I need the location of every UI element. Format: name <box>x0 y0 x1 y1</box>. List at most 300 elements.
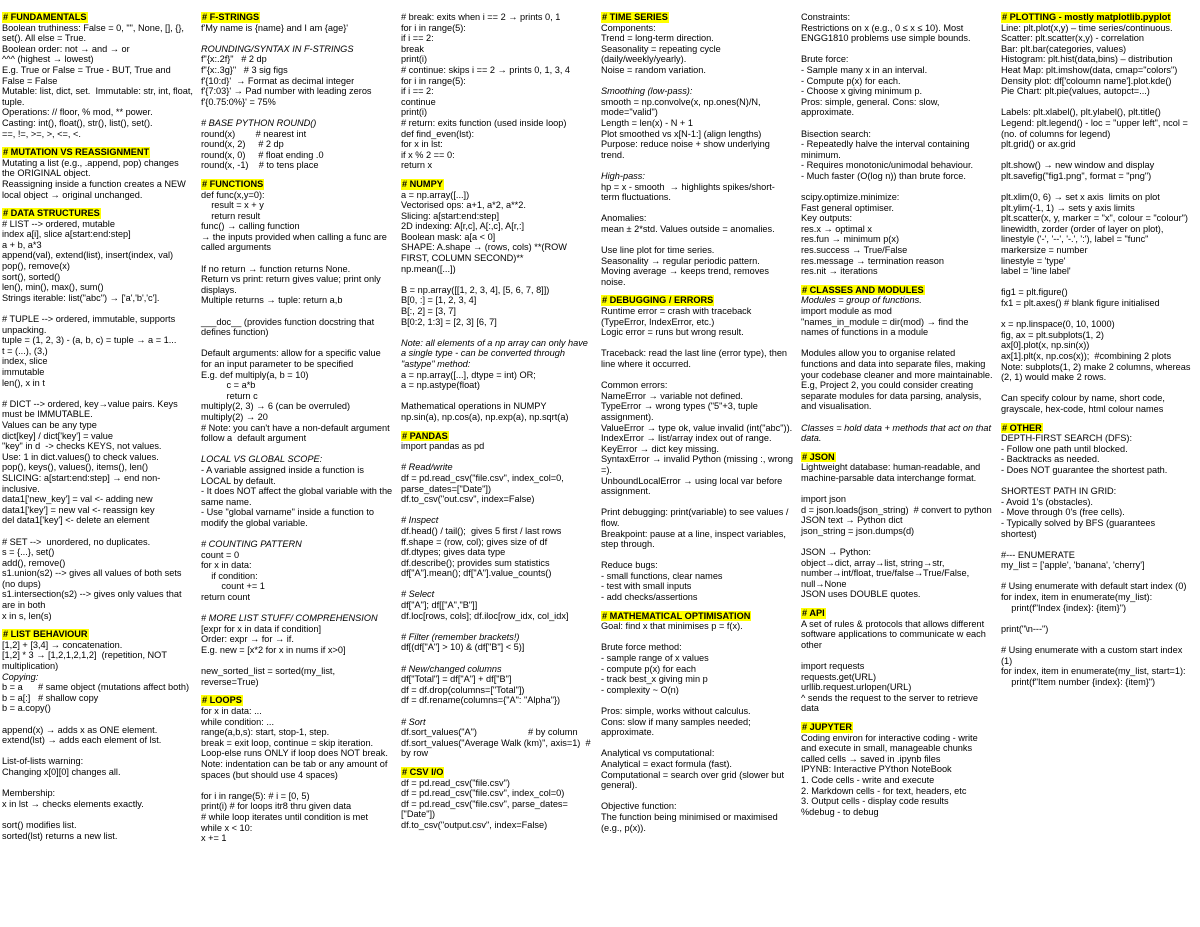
text-line: requests.get(URL) <box>801 671 877 682</box>
text-line: "key" in d -> checks KEYS, not values. <box>2 441 162 452</box>
section-title: # OTHER <box>1002 422 1042 433</box>
spacer <box>1001 150 1193 161</box>
section <box>801 608 993 714</box>
section <box>2 208 194 621</box>
text-line: Cons: slow if many samples needed; approximate. <box>601 716 754 738</box>
text-line: a = np.array([...], dtype = int) OR; <box>401 369 536 380</box>
text-line: pop(), keys(), values(), items(), len() <box>2 462 149 473</box>
text-line: B[:, 2] = [3, 7] <box>401 306 456 317</box>
text-line: f"{x:.2f}" # 2 dp <box>201 54 267 65</box>
text-line: - Repeatedly halve the interval containing minimum. <box>801 139 973 160</box>
text-line: Changing x[0][0] changes all. <box>2 766 121 777</box>
spacer <box>1001 476 1193 487</box>
spacer <box>201 107 393 118</box>
text-line: multiply(2) → 20 <box>201 411 268 422</box>
text-line: - Avoid 1's (obstacles). <box>1001 496 1093 507</box>
text-line: Restrictions on x (e.g., 0 ≤ x ≤ 10). Most ENGG1810 problems use simple bounds. <box>801 22 971 44</box>
text-line: if i == 2: <box>401 33 434 44</box>
text-line: Moving average → keeps trend, removes noise. <box>601 266 772 287</box>
text-line: SHAPE: A.shape → (rows, cols) **(ROW FIRST, COLUMN SECOND)** <box>401 242 570 264</box>
text-line: Breakpoint: pause at a line, inspect variables, step through. <box>601 528 789 550</box>
section <box>601 12 793 287</box>
text-line: plt.xlim(0, 6) → set x axis limits on plot <box>1001 192 1160 203</box>
section-title: # PANDAS <box>402 430 448 441</box>
text-line: Classes = hold data + methods that act on that data. <box>801 422 994 444</box>
text-line: Seasonality = repeating cycle (daily/weekly/yearly). <box>601 43 724 65</box>
text-line: Reduce bugs: <box>601 560 658 571</box>
section-title: # CLASSES AND MODULES <box>802 284 924 295</box>
text-line: for x in data: <box>201 560 252 571</box>
text-line: Seasonality → regular periodic pattern. <box>601 255 760 266</box>
text-line: markersize = number <box>1001 245 1088 256</box>
text-line: Key outputs: <box>801 213 853 224</box>
text-line: return c <box>201 390 258 401</box>
text-line: - test with small inputs <box>601 581 692 592</box>
text-line: # Select <box>401 589 435 600</box>
text-line: x in s, len(s) <box>2 610 52 621</box>
text-line: label = 'line label' <box>1001 266 1071 277</box>
text-line: KeyError → dict key missing. <box>601 443 719 454</box>
text-line: fx1 = plt.axes() # blank figure initialised <box>1001 298 1160 309</box>
text-line: Brute force method: <box>601 642 682 653</box>
text-line: Smoothing (low-pass): <box>601 86 693 97</box>
text-line: - Requires monotonic/unimodal behaviour. <box>801 160 974 171</box>
text-line: Density plot: df['coloumn name'].plot.kde() <box>1001 75 1172 86</box>
text-line: print(f"Index {index}: {item}") <box>1001 602 1127 613</box>
section <box>1001 423 1193 688</box>
text-line: import json <box>801 494 846 505</box>
text-line: df[(df["A"] > 10) & (df["B"] < 5)] <box>401 642 525 653</box>
text-line: E.g. new = [x*2 for x in nums if x>0] <box>201 645 346 656</box>
text-line: ROUNDING/SYNTAX IN F-STRINGS <box>201 43 354 54</box>
text-line: df.dtypes; gives data type <box>401 547 506 558</box>
text-line: E.g. True or False = True - BUT, True and False = False <box>2 64 174 86</box>
text-line: "names_in_module = dir(mod) → find the names of functions in a module <box>801 316 972 338</box>
spacer <box>201 444 393 455</box>
text-line: new_sorted_list = sorted(my_list, reverse=True) <box>201 666 338 687</box>
text-line: Labels: plt.xlabel(), plt.ylabel(), plt.title() <box>1001 107 1161 118</box>
spacer <box>2 809 194 820</box>
text-line: len(), x in t <box>2 377 45 388</box>
text-line: Line: plt.plot(x,y) – time series/continuous. <box>1001 22 1173 33</box>
spacer <box>801 484 993 495</box>
text-line: ff.shape = (row, col); gives size of df <box>401 536 548 547</box>
text-line: Values can be any type <box>2 419 97 430</box>
text-line: count = 0 <box>201 549 240 560</box>
section-title: # API <box>802 608 825 619</box>
spacer <box>2 778 194 789</box>
text-line: Order: expr → for → if. <box>201 634 294 645</box>
text-line: break = exit loop, continue = skip iteration. <box>201 737 374 748</box>
section-title: # TIME SERIES <box>602 12 668 22</box>
text-line: B[0:2, 1:3] = [2, 3] [6, 7] <box>401 316 497 327</box>
text-line: res.message → termination reason <box>801 255 944 266</box>
text-line: object→dict, array→list, string→str, number→int/float, true/false→True/False, null→None <box>801 557 972 589</box>
text-line: Length = len(x) - N + 1 <box>601 117 693 128</box>
text-line: # LIST --> ordered, mutable <box>2 218 115 229</box>
text-line: - complexity ~ O(n) <box>601 684 679 695</box>
text-line: while x < 10: <box>201 822 253 833</box>
spacer <box>1001 571 1193 582</box>
text-line: plt.grid() or ax.grid <box>1001 139 1076 150</box>
text-line: # Using enumerate with a custom start index (1) <box>1001 645 1185 666</box>
section <box>2 12 194 139</box>
text-line: a + b, a*3 <box>2 239 42 250</box>
spacer <box>801 44 993 55</box>
column-1 <box>2 12 194 849</box>
text-line: index, slice <box>2 356 48 367</box>
text-line: Coding environ for interactive coding - write and execute in small, manageable chunks called cells → saved in .ipynb files <box>801 732 981 764</box>
text-line: # Read/write <box>401 462 453 473</box>
spacer <box>601 791 793 802</box>
text-line: DEPTH-FIRST SEARCH (DFS): <box>1001 433 1133 444</box>
text-line: pop(), remove(x) <box>2 261 70 272</box>
section <box>801 722 993 817</box>
text-line: my_list = ['apple', 'banana', 'cherry'] <box>1001 560 1145 571</box>
text-line: LOCAL VS GLOBAL SCOPE: <box>201 454 323 465</box>
text-line: - Much faster (O(log n)) than brute force. <box>801 170 966 181</box>
text-line: data1['key'] = new val <- reassign key <box>2 504 155 515</box>
text-line: linestyle = 'type' <box>1001 255 1066 266</box>
text-line: Note: subplots(1, 2) make 2 columns, whereas (2, 1) would make 2 rows. <box>1001 361 1194 383</box>
text-line: def find_even(lst): <box>401 128 475 139</box>
text-line: c = a*b <box>201 380 256 391</box>
text-line: multiply(2, 3) → 6 (can be overruled) <box>201 401 351 412</box>
text-line: ^ sends the request to the server to retrieve data <box>801 692 981 714</box>
text-line: Legend: plt.legend() - loc = "upper left", ncol = (no. of columns for legend) <box>1001 117 1191 139</box>
text-line: List-of-lists warning: <box>2 756 84 767</box>
text-line: return count <box>201 592 251 603</box>
text-line: df.describe(); provides sum statistics <box>401 557 550 568</box>
text-line: for i in range(5): # i = [0, 5) <box>201 790 310 801</box>
spacer <box>401 505 593 516</box>
text-line: b = a.copy() <box>2 703 51 714</box>
spacer <box>401 579 593 590</box>
section-title: # F-STRINGS <box>202 12 260 22</box>
section-title: # JUPYTER <box>802 722 853 732</box>
text-line: Noise = random variation. <box>601 64 706 75</box>
text-line: res.nit → iterations <box>801 266 878 277</box>
spacer <box>601 370 793 381</box>
text-line: %debug - to debug <box>801 806 879 817</box>
text-line: Analytical vs computational: <box>601 748 715 759</box>
column-4 <box>601 12 796 841</box>
text-line: - Does NOT guarantee the shortest path. <box>1001 464 1168 475</box>
text-line: Computational = search over grid (slower but general). <box>601 769 787 791</box>
text-line: - Follow one path until blocked. <box>1001 443 1128 454</box>
text-line: sort() modifies list. <box>2 819 77 830</box>
text-line: df.loc[rows, cols]; df.iloc[row_idx, col_idx] <box>401 610 569 621</box>
text-line: - track best_x giving min p <box>601 674 708 685</box>
text-line: import module as mod <box>801 306 892 317</box>
text-line: Bisection search: <box>801 128 871 139</box>
text-line: Use line plot for time series. <box>601 245 715 256</box>
text-line: count += 1 <box>201 581 265 592</box>
spacer <box>601 234 793 245</box>
text-line: res.x → optimal x <box>801 223 872 234</box>
text-line: Note: indentation can be tab or any amount of spaces (but should use 4 spaces) <box>201 758 390 780</box>
text-line: round(x, 2) # 2 dp <box>201 139 284 150</box>
text-line: fig1 = plt.figure() <box>1001 287 1068 298</box>
text-line: # SET --> unordered, no duplicates. <box>2 536 151 547</box>
text-line: result = x + y <box>201 200 264 211</box>
section-title: # DEBUGGING / ERRORS <box>602 295 714 306</box>
text-line: - Backtracks as needed. <box>1001 454 1100 465</box>
text-line: # TUPLE --> ordered, immutable, supports unpacking. <box>2 314 178 335</box>
text-line: Objective function: <box>601 801 677 812</box>
text-line: range(a,b,s): start, stop-1, step. <box>201 727 330 738</box>
text-line: Boolean order: not → and → or <box>2 43 130 54</box>
spacer <box>801 338 993 349</box>
section-title: # NUMPY <box>402 178 443 189</box>
text-line: ax[1].plt(x, np.cos(x)); #combining 2 plots <box>1001 351 1172 361</box>
text-line: df.sort_values("A") # by column <box>401 727 578 738</box>
text-line: mean ± 2*std. Values outside = anomalies. <box>601 223 775 234</box>
text-line: b = a[:] # shallow copy <box>2 692 99 703</box>
spacer <box>2 746 194 757</box>
text-line: f'{0.75:0%}' = 75% <box>201 96 276 107</box>
text-line: B = np.array([[1, 2, 3, 4], [5, 6, 7, 8]]) <box>401 284 550 295</box>
text-line: print(i) <box>401 54 428 65</box>
text-line: a = np.array([...]) <box>401 189 470 200</box>
text-line: round(x) # nearest int <box>201 128 307 139</box>
text-line: 2D indexing: A[r,c], A[:,c], A[r,:] <box>401 221 525 232</box>
text-line: f'{10:d}' → Format as decimal integer <box>201 75 355 86</box>
text-line: round(x, -1) # to tens place <box>201 160 319 171</box>
spacer <box>201 529 393 540</box>
text-line: func() → calling function <box>201 221 300 232</box>
text-line: Loop-else runs ONLY if loop does NOT break. <box>201 748 388 759</box>
text-line: hp = x - smooth → highlights spikes/short-term fluctuations. <box>601 181 775 203</box>
spacer <box>201 253 393 264</box>
text-line: Traceback: read the last line (error type), then line where it occurred. <box>601 348 790 369</box>
text-line: Runtime error = crash with traceback (TypeError, IndexError, etc.) <box>601 306 754 327</box>
text-line: IPYNB: Interactive PYthon NoteBook <box>801 764 952 775</box>
text-line: plt.ylim(-1, 1) → sets y axis limits <box>1001 202 1135 213</box>
section <box>601 611 793 833</box>
text-line: if condition: <box>201 570 258 581</box>
text-line: df["Total"] = df["A"] + df["B"] <box>401 674 512 685</box>
text-line: linestyle ('-', '--', '-.', ':'), label = "func" <box>1001 234 1149 245</box>
column-5 <box>801 12 996 825</box>
text-line: Scatter: plt.scatter(x,y) - correlation <box>1001 33 1144 44</box>
text-line: UnboundLocalError → using local var before assignment. <box>601 475 785 497</box>
column-2 <box>201 12 393 852</box>
text-line: df = df.rename(columns={"A": "Alpha"}) <box>401 695 561 706</box>
text-line: print("\n---") <box>1001 623 1049 634</box>
text-line: urllib.request.urlopen(URL) <box>801 682 912 693</box>
text-line: s1.intersection(s2) --> gives only values that are in both <box>2 589 185 611</box>
spacer <box>801 650 993 661</box>
text-line: # MORE LIST STUFF/ COMPREHENSION <box>201 613 378 624</box>
text-line: for index, item in enumerate(my_list): <box>1001 592 1153 603</box>
section-title: # CSV I/O <box>402 766 444 777</box>
spacer <box>601 497 793 508</box>
text-line: Reassigning inside a function creates a NEW local object → original unchanged. <box>2 178 189 200</box>
text-line: Histogram: plt.hist(data,bins) – distribution <box>1001 54 1173 65</box>
section <box>2 147 194 200</box>
text-line: # break: exits when i == 2 → prints 0, 1 <box>401 12 561 22</box>
text-line: Boolean truthiness: False = 0, "", None, [], {}, set(). All else = True. <box>2 22 187 44</box>
spacer <box>601 550 793 561</box>
text-line: s = {...}, set() <box>2 547 55 558</box>
text-line: SHORTEST PATH IN GRID: <box>1001 486 1117 497</box>
text-line: # Inspect <box>401 515 439 526</box>
spacer <box>401 452 593 463</box>
text-line: IndexError → list/array index out of range. <box>601 433 772 444</box>
text-line: Slicing: a[start:end:step] <box>401 210 500 221</box>
section-title: # PLOTTING - mostly matplotlib.pyplot <box>1002 12 1171 22</box>
spacer <box>1001 309 1193 320</box>
text-line: Copying: <box>2 671 39 682</box>
text-line: df.sort_values("Average Walk (km)", axis=1) # by row <box>401 737 594 759</box>
text-line: Heat Map: plt.imshow(data, cmap="colors") <box>1001 64 1178 75</box>
text-line: - small functions, clear names <box>601 570 723 581</box>
text-line: break <box>401 43 424 54</box>
text-line: 3. Output cells - display code results <box>801 796 949 807</box>
spacer <box>601 632 793 643</box>
text-line: ValueError → type ok, value invalid (int("abc")). <box>601 422 793 433</box>
spacer <box>1001 277 1193 288</box>
text-line: import requests <box>801 661 865 672</box>
spacer <box>601 338 793 349</box>
text-line: for index, item in enumerate(my_list, start=1): <box>1001 666 1186 677</box>
text-line: f"{x:.3g}" # 3 sig figs <box>201 64 288 75</box>
text-line: - It does NOT affect the global variable with the same name. <box>201 486 395 507</box>
text-line: Mathematical operations in NUMPY <box>401 401 547 412</box>
spacer <box>401 706 593 717</box>
text-line: - Sample many x in an interval. <box>801 64 928 75</box>
text-line: Logic error = runs but wrong result. <box>601 327 744 338</box>
text-line: → the inputs provided when calling a func are called arguments <box>201 231 390 253</box>
text-line: # Using enumerate with default start index (0) <box>1001 581 1187 592</box>
text-line: print(i) # for loops itr8 thru given data <box>201 801 352 812</box>
text-line: [1,2] + [3,4] → concatenation. <box>2 639 123 650</box>
text-line: Pros: simple, works without calculus. <box>601 706 751 716</box>
text-line: The function being minimised or maximised (e.g., p(x)). <box>601 811 781 833</box>
text-line: df["A"].mean(); df["A"].value_counts() <box>401 568 552 579</box>
text-line: np.mean([...]) <box>401 263 456 274</box>
section <box>1001 12 1193 415</box>
text-line: Strings iterable: list("abc") → ['a','b','c']. <box>2 292 160 303</box>
text-line: add(), remove() <box>2 557 66 568</box>
text-line: # Sort <box>401 716 426 727</box>
text-line: Use: 1 in dict.values() to check values. <box>2 451 159 462</box>
section-title: # MUTATION VS REASSIGNMENT <box>3 147 150 158</box>
text-line: return result <box>201 210 261 221</box>
section-title: # FUNCTIONS <box>202 178 264 189</box>
text-line: Purpose: reduce noise + show underlying trend. <box>601 139 773 160</box>
text-line: Mutable: list, dict, set. Immutable: str, int, float, tuple. <box>2 86 196 107</box>
text-line: df["A"]; df[["A","B"]] <box>401 600 478 611</box>
spacer <box>201 656 393 667</box>
section <box>401 179 593 423</box>
text-line: for x in data: ... <box>201 706 262 716</box>
spacer <box>801 118 993 129</box>
text-line: return x <box>401 160 433 171</box>
text-line: del data1['key'] <- delete an element <box>2 515 150 526</box>
section <box>201 695 393 843</box>
text-line: len(), min(), max(), sum() <box>2 282 104 293</box>
text-line: Pie Chart: plt.pie(values, autopct=...) <box>1001 86 1150 97</box>
text-line: Constraints: <box>801 12 851 22</box>
text-line: Trend = long-term direction. <box>601 33 714 44</box>
text-line: x in lst → checks elements exactly. <box>2 798 144 809</box>
text-line: Mutating a list (e.g., .append, pop) changes the ORIGINAL object. <box>2 157 182 179</box>
column-6 <box>1001 12 1193 695</box>
text-line: # DICT --> ordered, key→value pairs. Keys must be IMMUTABLE. <box>2 398 181 420</box>
text-line: ax[0].plot(x, np.sin(x)) <box>1001 340 1090 351</box>
text-line: continue <box>401 96 436 107</box>
section <box>401 12 593 171</box>
text-line: append(x) → adds x as ONE element. <box>2 724 158 735</box>
text-line: High-pass: <box>601 170 645 181</box>
spacer <box>1001 613 1193 624</box>
text-line: 2. Markdown cells - for text, headers, etc <box>801 785 967 796</box>
section <box>601 295 796 603</box>
text-line: - Choose x giving minimum p. <box>801 86 923 97</box>
text-line: - Typically solved by BFS (guarantees shortest) <box>1001 517 1158 539</box>
text-line: Lightweight database: human-readable, and machine-parsable data interchange format. <box>801 462 983 483</box>
text-line: data1['new_key'] = val <- adding new <box>2 494 153 505</box>
text-line: df = pd.read_csv("file.csv", index_col=0) <box>401 788 565 799</box>
text-line: # continue: skips i == 2 → prints 0, 1, 3, 4 <box>401 64 571 75</box>
text-line: immutable <box>2 367 45 377</box>
section <box>801 284 996 444</box>
text-line: #--- ENUMERATE <box>1001 549 1075 560</box>
text-line: A set of rules & protocols that allows different software applications to communicate w each other <box>801 618 989 650</box>
text-line: Can specify colour by name, short code, grayscale, hex-code, html colour names <box>1001 393 1168 414</box>
text-line: # while loop iterates until condition is met <box>201 811 368 822</box>
text-line: df = pd.read_csv("file.csv") <box>401 777 510 788</box>
text-line: # return: exits function (used inside loop) <box>401 117 567 128</box>
text-line: 1. Code cells - write and execute <box>801 774 935 785</box>
section-title: # JSON <box>802 451 835 462</box>
spacer <box>2 303 194 314</box>
text-line: Brute force: <box>801 54 849 65</box>
text-line: plt.show() → new window and display <box>1001 160 1155 171</box>
text-line: Plot smoothed vs x[N-1:] (align lengths) <box>601 128 762 139</box>
text-line: Modules = group of functions. <box>801 295 922 306</box>
spacer <box>801 182 993 193</box>
text-line: s1.union(s2) --> gives all values of both sets (no dups) <box>2 568 185 589</box>
text-line: a = np.astype(float) <box>401 380 480 391</box>
section <box>401 431 593 759</box>
text-line: plt.savefig("fig1.png", format = "png") <box>1001 170 1152 181</box>
text-line: df = pd.read_csv("file.csv", parse_dates=["Date"]) <box>401 798 568 820</box>
text-line: Return vs print: return gives value; print only displays. <box>201 274 384 295</box>
text-line: Vectorised ops: a+1, a*2, a**2. <box>401 200 526 211</box>
text-line: Bar: plt.bar(categories, values) <box>1001 43 1127 54</box>
spacer <box>201 306 393 317</box>
text-line: - A variable assigned inside a function is LOCAL by default. <box>201 464 367 486</box>
text-line: # Filter (remember brackets!) <box>401 631 520 642</box>
section-title: # DATA STRUCTURES <box>3 208 100 219</box>
text-line: d = json.loads(json_string) # convert to python <box>801 504 992 515</box>
text-line: NameError → variable not defined. <box>601 390 743 401</box>
text-line: Operations: // floor, % mod, ** power. <box>2 107 153 118</box>
text-line: Anomalies: <box>601 213 647 224</box>
text-line: - compute p(x) for each <box>601 663 696 674</box>
text-line: B[0, :] = [1, 2, 3, 4] <box>401 295 477 306</box>
text-line: Goal: find x that minimises p = f(x). <box>601 621 743 632</box>
text-line: Boolean mask: a[a < 0] <box>401 231 496 242</box>
text-line: print(i) <box>401 107 428 118</box>
text-line: - add checks/assertions <box>601 592 698 603</box>
text-line: while condition: ... <box>201 716 275 727</box>
spacer <box>601 738 793 749</box>
spacer <box>601 203 793 214</box>
